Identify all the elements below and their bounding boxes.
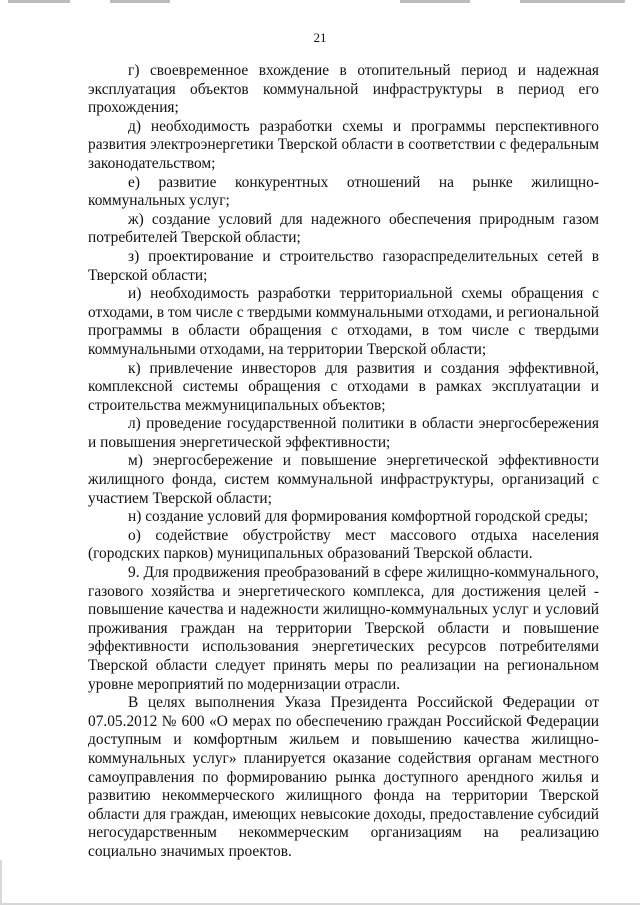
page-number: 21	[313, 30, 327, 45]
paragraph-decree: В целях выполнения Указа Президента Российской Федерации от 07.05.2012 № 600 «О мерах по обеспечению граждан Российской Федерации доступным и комфортным жильем и повышению качества жилищно-коммунальных услуг» планируется оказание содействия органам местного самоуправления по формированию рынка доступного арендного жилья и развитию некоммерческого жилищного фонда на территории Тверской области для граждан, имеющих невысокие доходы, предоставление субсидий негосударственным некоммерческим организациям на реализацию социально значимых проектов.	[88, 694, 599, 860]
paragraph-d: д) необходимость разработки схемы и программы перспективного развития электроэнергетики Тверской области в соответствии с федеральным законодательством;	[88, 117, 599, 172]
scan-top-rule	[8, 0, 70, 3]
paragraph-9: 9. Для продвижения преобразований в сфере жилищно-коммунального, газового хозяйства и энергетического комплекса, для достижения целей - повышение качества и надежности жилищно-коммунальных услуг и условий проживания граждан на территории Тверской области и повышение эффективности использования энергетических ресурсов потребителями Тверской области следует принять меры по реализации на региональном уровне мероприятий по модернизации отрасли.	[88, 564, 599, 693]
scan-top-rule	[520, 0, 625, 3]
paragraph-k: к) привлечение инвесторов для развития и создания эффективной, комплексной системы обращения с отходами в рамках эксплуатации и строительства межмуниципальных объектов;	[88, 359, 599, 414]
paragraph-g: г) своевременное вхождение в отопительный период и надежная эксплуатация объектов коммунальной инфраструктуры в период его прохождения;	[88, 62, 599, 117]
scan-left-edge	[0, 860, 2, 905]
scan-top-rule	[110, 0, 170, 3]
document-body	[88, 62, 599, 862]
paragraph-i: и) необходимость разработки территориальной схемы обращения с отходами, в том числе с твердыми коммунальными отходами, и региональной программы в области обращения с отходами, в том числе с твердыми коммунальными отходами, на территории Тверской области;	[88, 285, 600, 358]
paragraph-zh: ж) создание условий для надежного обеспечения природным газом потребителей Тверской области;	[88, 210, 599, 247]
paragraph-l: л) проведение государственной политики в области энергосбережения и повышения энергетической эффективности;	[88, 415, 599, 451]
paragraph-n: н) создание условий для формирования комфортной городской среды;	[128, 508, 589, 526]
paragraph-o: о) содействие обустройству мест массового отдыха населения (городских парков) муниципальных образований Тверской области.	[88, 526, 599, 563]
paragraph-m: м) энергосбережение и повышение энергетической эффективности жилищного фонда, систем коммунальной инфраструктуры, организаций с участием Тверской области;	[88, 452, 599, 507]
paragraph-z: з) проектирование и строительство газораспределительных сетей в Тверской области;	[88, 247, 599, 284]
paragraph-e: е) развитие конкурентных отношений на рынке жилищно-коммунальных услуг;	[88, 173, 599, 210]
scan-top-rule	[400, 0, 470, 3]
